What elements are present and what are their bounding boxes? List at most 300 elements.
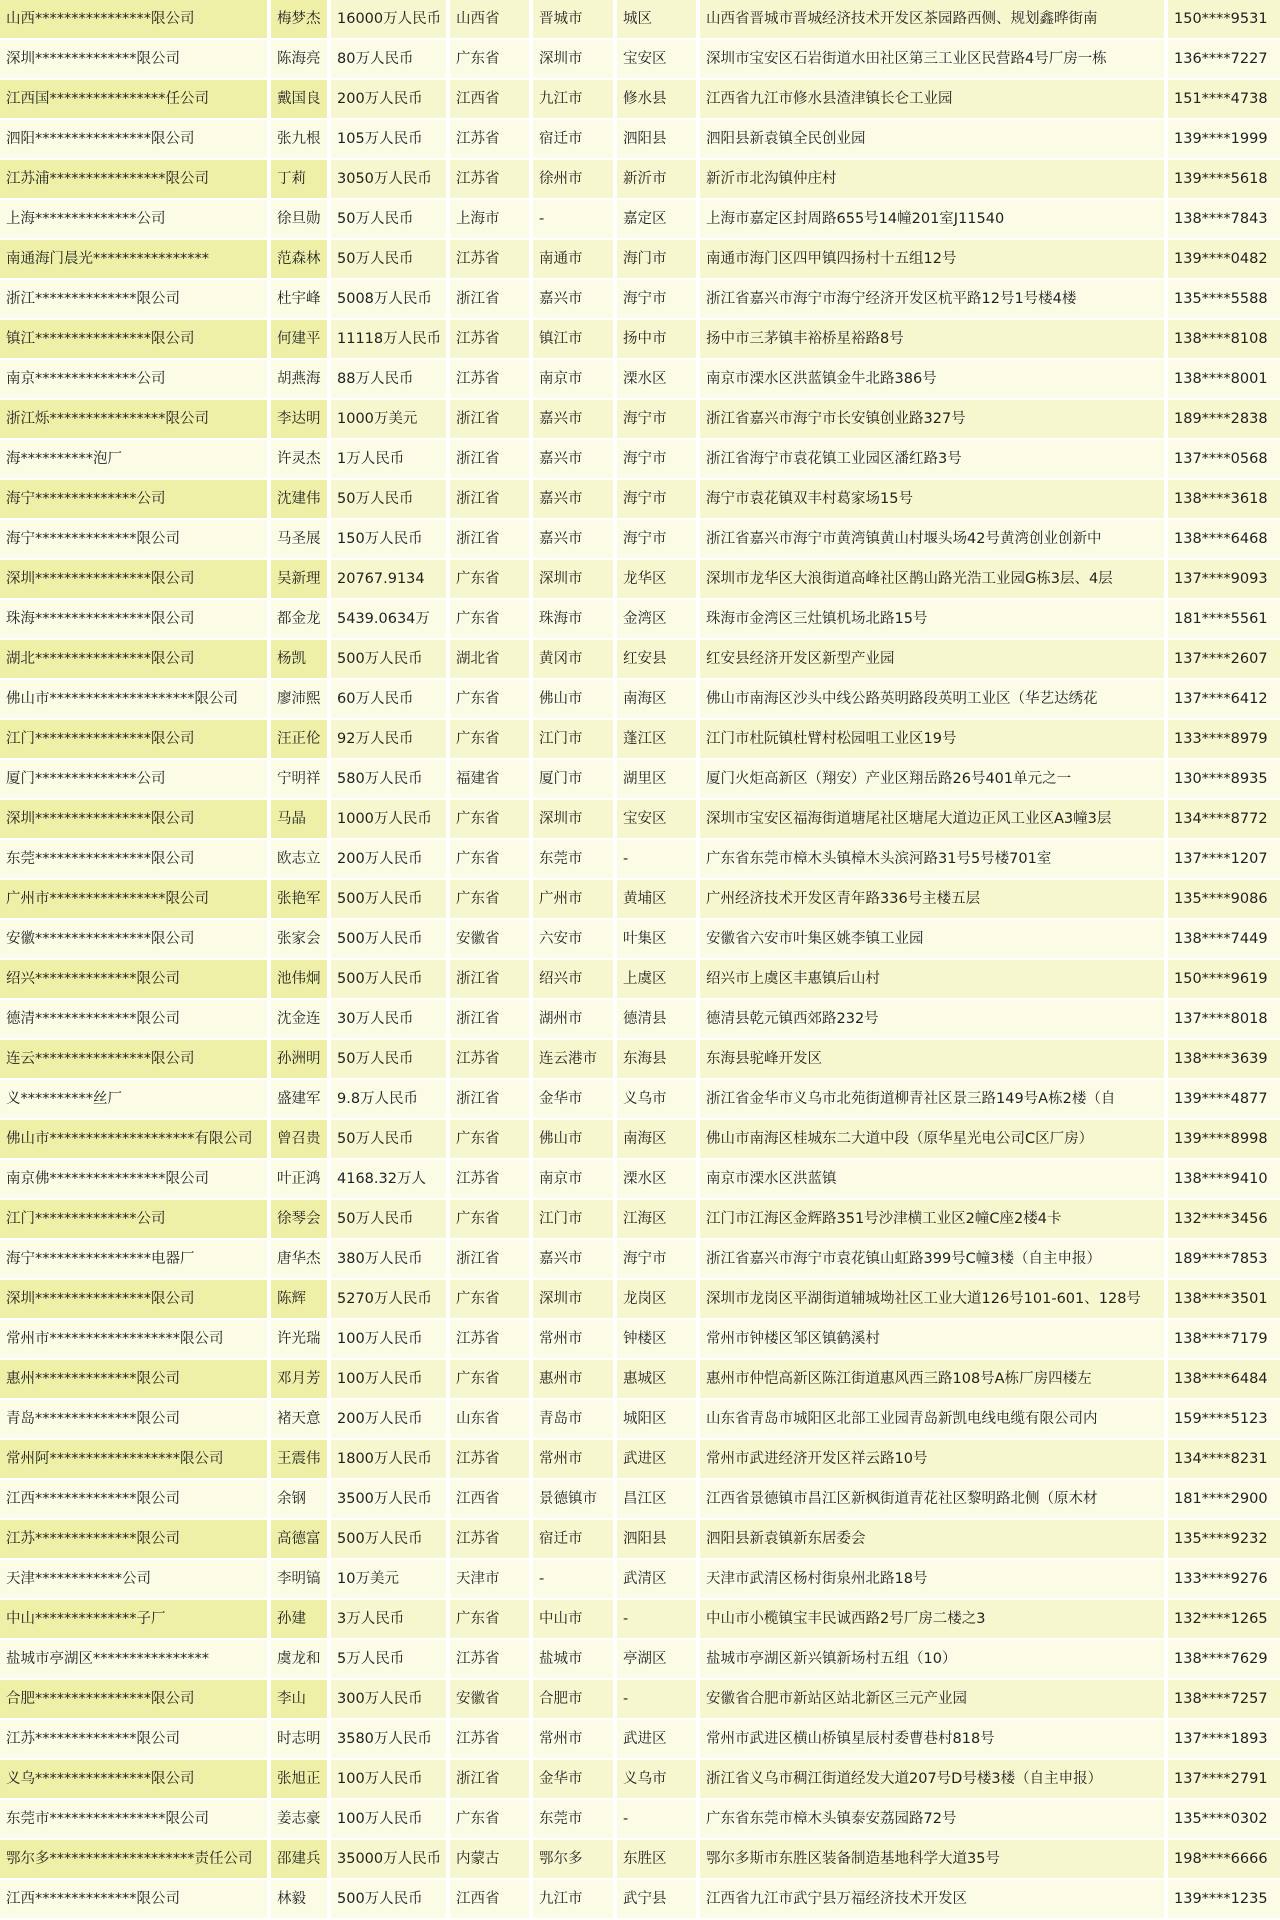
legal-person-cell: 李山: [271, 1680, 327, 1720]
legal-person-cell: 都金龙: [271, 600, 327, 640]
phone-cell: 139****5618: [1168, 160, 1280, 200]
phone-cell: 132****1265: [1168, 1600, 1280, 1640]
phone-cell: 138****7449: [1168, 920, 1280, 960]
phone-cell: 137****2607: [1168, 640, 1280, 680]
city-cell: 南京市: [533, 360, 613, 400]
table-row: [0, 640, 1280, 680]
company-name-cell: 江门****************限公司: [0, 720, 267, 760]
address-cell: 浙江省嘉兴市海宁市长安镇创业路327号: [700, 400, 1164, 440]
table-row: [0, 1120, 1280, 1160]
legal-person-cell: 曾召贵: [271, 1120, 327, 1160]
district-cell: 宝安区: [617, 800, 696, 840]
address-cell: 山西省晋城市晋城经济技术开发区茶园路西侧、规划鑫晔街南: [700, 0, 1164, 40]
phone-cell: 138****6484: [1168, 1360, 1280, 1400]
address-cell: 浙江省嘉兴市海宁市袁花镇山虹路399号C幢3楼（自主申报）: [700, 1240, 1164, 1280]
legal-person-cell: 王震伟: [271, 1440, 327, 1480]
province-cell: 天津市: [450, 1560, 529, 1600]
phone-cell: 137****1893: [1168, 1720, 1280, 1760]
phone-cell: 138****9410: [1168, 1160, 1280, 1200]
registered-capital-cell: 3万人民币: [331, 1600, 446, 1640]
province-cell: 江苏省: [450, 1160, 529, 1200]
district-cell: 武清区: [617, 1560, 696, 1600]
registered-capital-cell: 20767.9134: [331, 560, 446, 600]
address-cell: 佛山市南海区桂城东二大道中段（原华星光电公司C区厂房）: [700, 1120, 1164, 1160]
table-row: [0, 1800, 1280, 1840]
city-cell: 九江市: [533, 1880, 613, 1920]
address-cell: 广东省东莞市樟木头镇泰安荔园路72号: [700, 1800, 1164, 1840]
table-row: [0, 560, 1280, 600]
district-cell: 海门市: [617, 240, 696, 280]
province-cell: 江西省: [450, 1480, 529, 1520]
company-name-cell: 佛山市********************有限公司: [0, 1120, 267, 1160]
table-row: [0, 880, 1280, 920]
district-cell: 宝安区: [617, 40, 696, 80]
legal-person-cell: 李达明: [271, 400, 327, 440]
company-name-cell: 南京佛****************限公司: [0, 1160, 267, 1200]
phone-cell: 135****9232: [1168, 1520, 1280, 1560]
phone-cell: 137****2791: [1168, 1760, 1280, 1800]
phone-cell: 139****8998: [1168, 1120, 1280, 1160]
address-cell: 鄂尔多斯市东胜区装备制造基地科学大道35号: [700, 1840, 1164, 1880]
address-cell: 海宁市袁花镇双丰村葛家场15号: [700, 480, 1164, 520]
registered-capital-cell: 500万人民币: [331, 920, 446, 960]
table-row: [0, 1480, 1280, 1520]
address-cell: 广州经济技术开发区青年路336号主楼五层: [700, 880, 1164, 920]
address-cell: 深圳市宝安区福海街道塘尾社区塘尾大道边正风工业区A3幢3层: [700, 800, 1164, 840]
province-cell: 浙江省: [450, 1240, 529, 1280]
registered-capital-cell: 88万人民币: [331, 360, 446, 400]
company-name-cell: 天津************公司: [0, 1560, 267, 1600]
province-cell: 江西省: [450, 1880, 529, 1920]
registered-capital-cell: 50万人民币: [331, 1120, 446, 1160]
legal-person-cell: 高德富: [271, 1520, 327, 1560]
address-cell: 浙江省金华市义乌市北苑街道柳青社区景三路149号A栋2楼（自: [700, 1080, 1164, 1120]
district-cell: 城区: [617, 0, 696, 40]
province-cell: 广东省: [450, 840, 529, 880]
company-name-cell: 绍兴**************限公司: [0, 960, 267, 1000]
registered-capital-cell: 60万人民币: [331, 680, 446, 720]
registered-capital-cell: 80万人民币: [331, 40, 446, 80]
address-cell: 佛山市南海区沙头中线公路英明路段英明工业区（华艺达绣花: [700, 680, 1164, 720]
city-cell: 嘉兴市: [533, 440, 613, 480]
city-cell: 佛山市: [533, 680, 613, 720]
district-cell: 东胜区: [617, 1840, 696, 1880]
legal-person-cell: 唐华杰: [271, 1240, 327, 1280]
city-cell: 厦门市: [533, 760, 613, 800]
province-cell: 内蒙古: [450, 1840, 529, 1880]
company-name-cell: 厦门**************公司: [0, 760, 267, 800]
table-row: [0, 1240, 1280, 1280]
table-row: [0, 1080, 1280, 1120]
district-cell: 江海区: [617, 1200, 696, 1240]
legal-person-cell: 余钢: [271, 1480, 327, 1520]
city-cell: 嘉兴市: [533, 400, 613, 440]
city-cell: 深圳市: [533, 1280, 613, 1320]
legal-person-cell: 张旭正: [271, 1760, 327, 1800]
district-cell: 德清县: [617, 1000, 696, 1040]
district-cell: 武宁县: [617, 1880, 696, 1920]
legal-person-cell: 盛建军: [271, 1080, 327, 1120]
district-cell: 海宁市: [617, 480, 696, 520]
table-row: [0, 600, 1280, 640]
address-cell: 红安县经济开发区新型产业园: [700, 640, 1164, 680]
address-cell: 浙江省义乌市稠江街道经发大道207号D号楼3楼（自主申报）: [700, 1760, 1164, 1800]
address-cell: 浙江省嘉兴市海宁市海宁经济开发区杭平路12号1号楼4楼: [700, 280, 1164, 320]
registered-capital-cell: 3500万人民币: [331, 1480, 446, 1520]
address-cell: 浙江省海宁市袁花镇工业园区潘红路3号: [700, 440, 1164, 480]
table-row: [0, 480, 1280, 520]
company-name-cell: 海宁****************电器厂: [0, 1240, 267, 1280]
table-row: [0, 760, 1280, 800]
province-cell: 江苏省: [450, 240, 529, 280]
table-row: [0, 1840, 1280, 1880]
city-cell: -: [533, 200, 613, 240]
company-name-cell: 义**********丝厂: [0, 1080, 267, 1120]
table-row: [0, 1720, 1280, 1760]
legal-person-cell: 李明镐: [271, 1560, 327, 1600]
province-cell: 广东省: [450, 1800, 529, 1840]
address-cell: 江西省景德镇市昌江区新枫街道青花社区黎明路北侧（原木材: [700, 1480, 1164, 1520]
phone-cell: 150****9531: [1168, 0, 1280, 40]
registered-capital-cell: 10万美元: [331, 1560, 446, 1600]
address-cell: 东海县驼峰开发区: [700, 1040, 1164, 1080]
district-cell: 南海区: [617, 1120, 696, 1160]
province-cell: 福建省: [450, 760, 529, 800]
table-row: [0, 1320, 1280, 1360]
registered-capital-cell: 150万人民币: [331, 520, 446, 560]
legal-person-cell: 梅梦杰: [271, 0, 327, 40]
table-row: [0, 0, 1280, 40]
phone-cell: 159****5123: [1168, 1400, 1280, 1440]
district-cell: 龙岗区: [617, 1280, 696, 1320]
province-cell: 广东省: [450, 1600, 529, 1640]
district-cell: 海宁市: [617, 520, 696, 560]
province-cell: 江苏省: [450, 160, 529, 200]
address-cell: 深圳市宝安区石岩街道水田社区第三工业区民营路4号厂房一栋: [700, 40, 1164, 80]
company-name-cell: 安徽****************限公司: [0, 920, 267, 960]
province-cell: 江苏省: [450, 1520, 529, 1560]
table-row: [0, 1760, 1280, 1800]
legal-person-cell: 许灵杰: [271, 440, 327, 480]
province-cell: 安徽省: [450, 1680, 529, 1720]
registered-capital-cell: 100万人民币: [331, 1760, 446, 1800]
company-name-cell: 江苏浦****************限公司: [0, 160, 267, 200]
city-cell: 珠海市: [533, 600, 613, 640]
registered-capital-cell: 9.8万人民币: [331, 1080, 446, 1120]
registered-capital-cell: 50万人民币: [331, 480, 446, 520]
province-cell: 广东省: [450, 600, 529, 640]
registered-capital-cell: 5万人民币: [331, 1640, 446, 1680]
address-cell: 天津市武清区杨村街泉州北路18号: [700, 1560, 1164, 1600]
table-row: [0, 120, 1280, 160]
company-name-cell: 东莞市****************限公司: [0, 1800, 267, 1840]
province-cell: 广东省: [450, 720, 529, 760]
phone-cell: 138****6468: [1168, 520, 1280, 560]
province-cell: 江苏省: [450, 1720, 529, 1760]
province-cell: 江苏省: [450, 1040, 529, 1080]
registered-capital-cell: 500万人民币: [331, 640, 446, 680]
registered-capital-cell: 3580万人民币: [331, 1720, 446, 1760]
district-cell: 南海区: [617, 680, 696, 720]
table-row: [0, 1200, 1280, 1240]
phone-cell: 132****3456: [1168, 1200, 1280, 1240]
address-cell: 山东省青岛市城阳区北部工业园青岛新凯电线电缆有限公司内: [700, 1400, 1164, 1440]
city-cell: 佛山市: [533, 1120, 613, 1160]
legal-person-cell: 许光瑞: [271, 1320, 327, 1360]
table-row: [0, 320, 1280, 360]
district-cell: 东海县: [617, 1040, 696, 1080]
legal-person-cell: 沈建伟: [271, 480, 327, 520]
city-cell: 盐城市: [533, 1640, 613, 1680]
company-name-cell: 常州阿******************限公司: [0, 1440, 267, 1480]
city-cell: 江门市: [533, 720, 613, 760]
phone-cell: 138****8108: [1168, 320, 1280, 360]
legal-person-cell: 叶正鸿: [271, 1160, 327, 1200]
phone-cell: 138****7843: [1168, 200, 1280, 240]
city-cell: 中山市: [533, 1600, 613, 1640]
registered-capital-cell: 300万人民币: [331, 1680, 446, 1720]
city-cell: 惠州市: [533, 1360, 613, 1400]
table-row: [0, 1000, 1280, 1040]
province-cell: 浙江省: [450, 480, 529, 520]
legal-person-cell: 时志明: [271, 1720, 327, 1760]
province-cell: 浙江省: [450, 1000, 529, 1040]
company-name-cell: 泗阳****************限公司: [0, 120, 267, 160]
company-name-cell: 江西**************限公司: [0, 1880, 267, 1920]
table-row: [0, 1640, 1280, 1680]
table-row: [0, 200, 1280, 240]
province-cell: 江苏省: [450, 320, 529, 360]
registered-capital-cell: 30万人民币: [331, 1000, 446, 1040]
address-cell: 江西省九江市武宁县万福经济技术开发区: [700, 1880, 1164, 1920]
company-name-cell: 浙江**************限公司: [0, 280, 267, 320]
address-cell: 常州市武进经济开发区祥云路10号: [700, 1440, 1164, 1480]
company-name-cell: 佛山市********************限公司: [0, 680, 267, 720]
province-cell: 湖北省: [450, 640, 529, 680]
table-row: [0, 840, 1280, 880]
city-cell: 连云港市: [533, 1040, 613, 1080]
address-cell: 江门市江海区金辉路351号沙津横工业区2幢C座2楼4卡: [700, 1200, 1164, 1240]
city-cell: 金华市: [533, 1760, 613, 1800]
address-cell: 厦门火炬高新区（翔安）产业区翔岳路26号401单元之一: [700, 760, 1164, 800]
legal-person-cell: 杨凯: [271, 640, 327, 680]
city-cell: 黄冈市: [533, 640, 613, 680]
province-cell: 江西省: [450, 80, 529, 120]
city-cell: 徐州市: [533, 160, 613, 200]
province-cell: 广东省: [450, 40, 529, 80]
phone-cell: 189****2838: [1168, 400, 1280, 440]
phone-cell: 198****6666: [1168, 1840, 1280, 1880]
phone-cell: 137****1207: [1168, 840, 1280, 880]
company-name-cell: 江苏**************限公司: [0, 1720, 267, 1760]
table-row: [0, 960, 1280, 1000]
address-cell: 扬中市三茅镇丰裕桥星裕路8号: [700, 320, 1164, 360]
legal-person-cell: 沈金连: [271, 1000, 327, 1040]
registered-capital-cell: 500万人民币: [331, 880, 446, 920]
table-row: [0, 1360, 1280, 1400]
province-cell: 江苏省: [450, 1440, 529, 1480]
legal-person-cell: 徐琴会: [271, 1200, 327, 1240]
city-cell: 嘉兴市: [533, 1240, 613, 1280]
registered-capital-cell: 16000万人民币: [331, 0, 446, 40]
city-cell: 青岛市: [533, 1400, 613, 1440]
city-cell: 嘉兴市: [533, 480, 613, 520]
legal-person-cell: 陈辉: [271, 1280, 327, 1320]
city-cell: 湖州市: [533, 1000, 613, 1040]
phone-cell: 134****8772: [1168, 800, 1280, 840]
legal-person-cell: 孙洲明: [271, 1040, 327, 1080]
province-cell: 浙江省: [450, 1080, 529, 1120]
legal-person-cell: 张家会: [271, 920, 327, 960]
company-name-cell: 深圳****************限公司: [0, 1280, 267, 1320]
city-cell: 江门市: [533, 1200, 613, 1240]
city-cell: 金华市: [533, 1080, 613, 1120]
registered-capital-cell: 100万人民币: [331, 1320, 446, 1360]
registered-capital-cell: 50万人民币: [331, 200, 446, 240]
province-cell: 安徽省: [450, 920, 529, 960]
company-name-cell: 海宁**************限公司: [0, 520, 267, 560]
phone-cell: 139****4877: [1168, 1080, 1280, 1120]
district-cell: 海宁市: [617, 280, 696, 320]
company-name-cell: 深圳****************限公司: [0, 560, 267, 600]
district-cell: 海宁市: [617, 1240, 696, 1280]
address-cell: 南京市溧水区洪蓝镇金牛北路386号: [700, 360, 1164, 400]
phone-cell: 137****8018: [1168, 1000, 1280, 1040]
table-row: [0, 1560, 1280, 1600]
company-name-cell: 德清**************限公司: [0, 1000, 267, 1040]
table-row: [0, 520, 1280, 560]
legal-person-cell: 欧志立: [271, 840, 327, 880]
phone-cell: 130****8935: [1168, 760, 1280, 800]
district-cell: 修水县: [617, 80, 696, 120]
district-cell: 泗阳县: [617, 1520, 696, 1560]
registered-capital-cell: 4168.32万人: [331, 1160, 446, 1200]
table-row: [0, 680, 1280, 720]
province-cell: 广东省: [450, 1120, 529, 1160]
legal-person-cell: 丁莉: [271, 160, 327, 200]
table-row: [0, 160, 1280, 200]
company-name-cell: 深圳**************限公司: [0, 40, 267, 80]
legal-person-cell: 戴国良: [271, 80, 327, 120]
company-name-cell: 东莞****************限公司: [0, 840, 267, 880]
legal-person-cell: 廖沛熙: [271, 680, 327, 720]
company-name-cell: 湖北****************限公司: [0, 640, 267, 680]
company-name-cell: 南京**************公司: [0, 360, 267, 400]
company-name-cell: 广州市****************限公司: [0, 880, 267, 920]
city-cell: 绍兴市: [533, 960, 613, 1000]
company-name-cell: 山西****************限公司: [0, 0, 267, 40]
table-row: [0, 1440, 1280, 1480]
registered-capital-cell: 105万人民币: [331, 120, 446, 160]
district-cell: 义乌市: [617, 1760, 696, 1800]
city-cell: 深圳市: [533, 800, 613, 840]
table-row: [0, 1040, 1280, 1080]
district-cell: 嘉定区: [617, 200, 696, 240]
address-cell: 泗阳县新袁镇全民创业园: [700, 120, 1164, 160]
province-cell: 浙江省: [450, 440, 529, 480]
district-cell: 溧水区: [617, 360, 696, 400]
province-cell: 上海市: [450, 200, 529, 240]
company-name-cell: 深圳****************限公司: [0, 800, 267, 840]
phone-cell: 138****3639: [1168, 1040, 1280, 1080]
legal-person-cell: 池伟炯: [271, 960, 327, 1000]
company-name-cell: 江门**************公司: [0, 1200, 267, 1240]
city-cell: 常州市: [533, 1320, 613, 1360]
province-cell: 浙江省: [450, 400, 529, 440]
address-cell: 江西省九江市修水县渣津镇长仑工业园: [700, 80, 1164, 120]
district-cell: -: [617, 840, 696, 880]
district-cell: 城阳区: [617, 1400, 696, 1440]
registered-capital-cell: 50万人民币: [331, 240, 446, 280]
table-row: [0, 280, 1280, 320]
registered-capital-cell: 35000万人民币: [331, 1840, 446, 1880]
phone-cell: 181****5561: [1168, 600, 1280, 640]
table-row: [0, 800, 1280, 840]
district-cell: 武进区: [617, 1720, 696, 1760]
address-cell: 中山市小榄镇宝丰民诚西路2号厂房二楼之3: [700, 1600, 1164, 1640]
registered-capital-cell: 500万人民币: [331, 1520, 446, 1560]
registered-capital-cell: 500万人民币: [331, 960, 446, 1000]
district-cell: 黄埔区: [617, 880, 696, 920]
province-cell: 山西省: [450, 0, 529, 40]
table-row: [0, 400, 1280, 440]
district-cell: -: [617, 1600, 696, 1640]
phone-cell: 138****7629: [1168, 1640, 1280, 1680]
legal-person-cell: 邵建兵: [271, 1840, 327, 1880]
city-cell: 宿迁市: [533, 120, 613, 160]
district-cell: 钟楼区: [617, 1320, 696, 1360]
company-name-cell: 浙江烁****************限公司: [0, 400, 267, 440]
province-cell: 山东省: [450, 1400, 529, 1440]
city-cell: 常州市: [533, 1440, 613, 1480]
district-cell: 海宁市: [617, 440, 696, 480]
registered-capital-cell: 5008万人民币: [331, 280, 446, 320]
company-name-cell: 惠州**************限公司: [0, 1360, 267, 1400]
city-cell: 鄂尔多: [533, 1840, 613, 1880]
phone-cell: 133****9276: [1168, 1560, 1280, 1600]
city-cell: 九江市: [533, 80, 613, 120]
province-cell: 浙江省: [450, 1760, 529, 1800]
legal-person-cell: 孙建: [271, 1600, 327, 1640]
phone-cell: 135****5588: [1168, 280, 1280, 320]
company-name-cell: 连云****************限公司: [0, 1040, 267, 1080]
address-cell: 南京市溧水区洪蓝镇: [700, 1160, 1164, 1200]
city-cell: 南通市: [533, 240, 613, 280]
province-cell: 广东省: [450, 1360, 529, 1400]
table-row: [0, 360, 1280, 400]
registered-capital-cell: 1800万人民币: [331, 1440, 446, 1480]
phone-cell: 136****7227: [1168, 40, 1280, 80]
address-cell: 安徽省合肥市新站区站北新区三元产业园: [700, 1680, 1164, 1720]
legal-person-cell: 范森林: [271, 240, 327, 280]
registered-capital-cell: 5270万人民币: [331, 1280, 446, 1320]
district-cell: 溧水区: [617, 1160, 696, 1200]
district-cell: 昌江区: [617, 1480, 696, 1520]
company-name-cell: 江苏**************限公司: [0, 1520, 267, 1560]
registered-capital-cell: 580万人民币: [331, 760, 446, 800]
company-name-cell: 江西**************限公司: [0, 1480, 267, 1520]
city-cell: 东莞市: [533, 1800, 613, 1840]
company-name-cell: 常州市******************限公司: [0, 1320, 267, 1360]
district-cell: 红安县: [617, 640, 696, 680]
address-cell: 江门市杜阮镇杜臂村松园咀工业区19号: [700, 720, 1164, 760]
table-row: [0, 1400, 1280, 1440]
city-cell: 宿迁市: [533, 1520, 613, 1560]
phone-cell: 133****8979: [1168, 720, 1280, 760]
phone-cell: 138****7179: [1168, 1320, 1280, 1360]
registered-capital-cell: 200万人民币: [331, 1400, 446, 1440]
company-name-cell: 盐城市亭湖区****************: [0, 1640, 267, 1680]
